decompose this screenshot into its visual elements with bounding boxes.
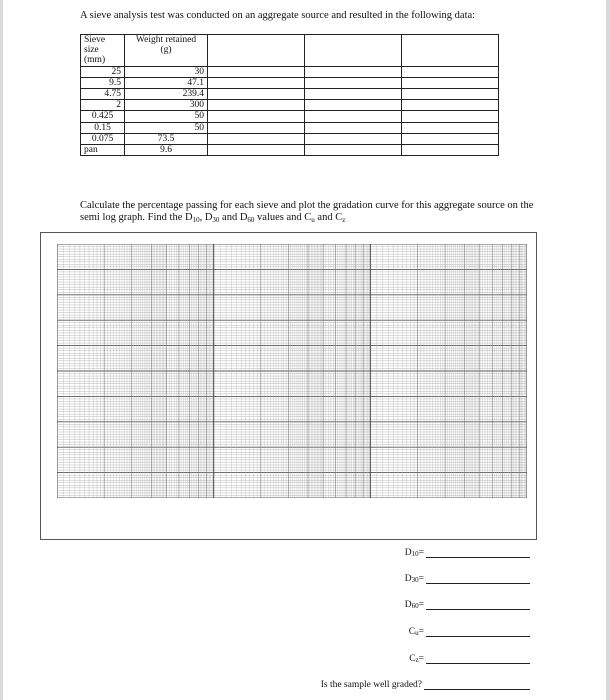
well-graded-question[interactable]: Is the sample well graded? — [321, 680, 530, 690]
sieve-data-table — [80, 34, 499, 156]
cu-answer-line[interactable]: C u = — [409, 627, 530, 637]
instruction-text: Calculate the percentage passing for each sieve and plot the gradation curve for this aggregate source on the semi log graph. Find the $D_{10}$, $D_{30}$ and $D_{60}$ values and $C_u$ and $C_z$ — [80, 200, 534, 224]
weight-cell: 47.1 — [125, 77, 208, 88]
empty-cell — [208, 35, 305, 67]
sieve-size-cell: 0.425 — [81, 111, 125, 122]
weight-cell: 9.6 — [125, 145, 208, 156]
empty-cell — [305, 35, 402, 67]
empty-cell — [402, 35, 499, 67]
table-row — [81, 100, 499, 111]
weight-cell: 300 — [125, 100, 208, 111]
sieve-size-cell: 4.75 — [81, 89, 125, 100]
semi-log-graph-paper[interactable] — [57, 244, 527, 498]
d30-answer-line[interactable]: D 30 = — [405, 574, 530, 584]
table-row — [81, 77, 499, 88]
d60-answer-line[interactable]: D 60 = — [405, 600, 530, 610]
table-row — [81, 111, 499, 122]
weight-cell: 50 — [125, 122, 208, 133]
table-row — [81, 133, 499, 144]
table-header-row — [81, 35, 499, 67]
sieve-size-cell: 9.5 — [81, 77, 125, 88]
header-sieve-size: Sieve size (mm) — [81, 35, 125, 67]
weight-cell: 239.4 — [125, 89, 208, 100]
sieve-size-cell: 25 — [81, 66, 125, 77]
cz-answer-line[interactable]: C z = — [409, 654, 530, 664]
sieve-size-cell: 0.075 — [81, 133, 125, 144]
table-row — [81, 145, 499, 156]
page-edge-left — [0, 0, 3, 700]
weight-cell: 73.5 — [125, 133, 208, 144]
table-row — [81, 89, 499, 100]
weight-cell: 30 — [125, 66, 208, 77]
sieve-size-cell: 0.15 — [81, 122, 125, 133]
sieve-size-cell: pan — [81, 145, 125, 156]
weight-cell: 50 — [125, 111, 208, 122]
table-row — [81, 66, 499, 77]
header-weight-retained: Weight retained (g) — [125, 35, 208, 67]
intro-text: A sieve analysis test was conducted on an aggregate source and resulted in the following data: — [80, 10, 476, 21]
sieve-size-cell: 2 — [81, 100, 125, 111]
table-row — [81, 122, 499, 133]
page-edge-right — [606, 0, 610, 700]
d10-answer-line[interactable]: D 10 = — [405, 548, 530, 558]
